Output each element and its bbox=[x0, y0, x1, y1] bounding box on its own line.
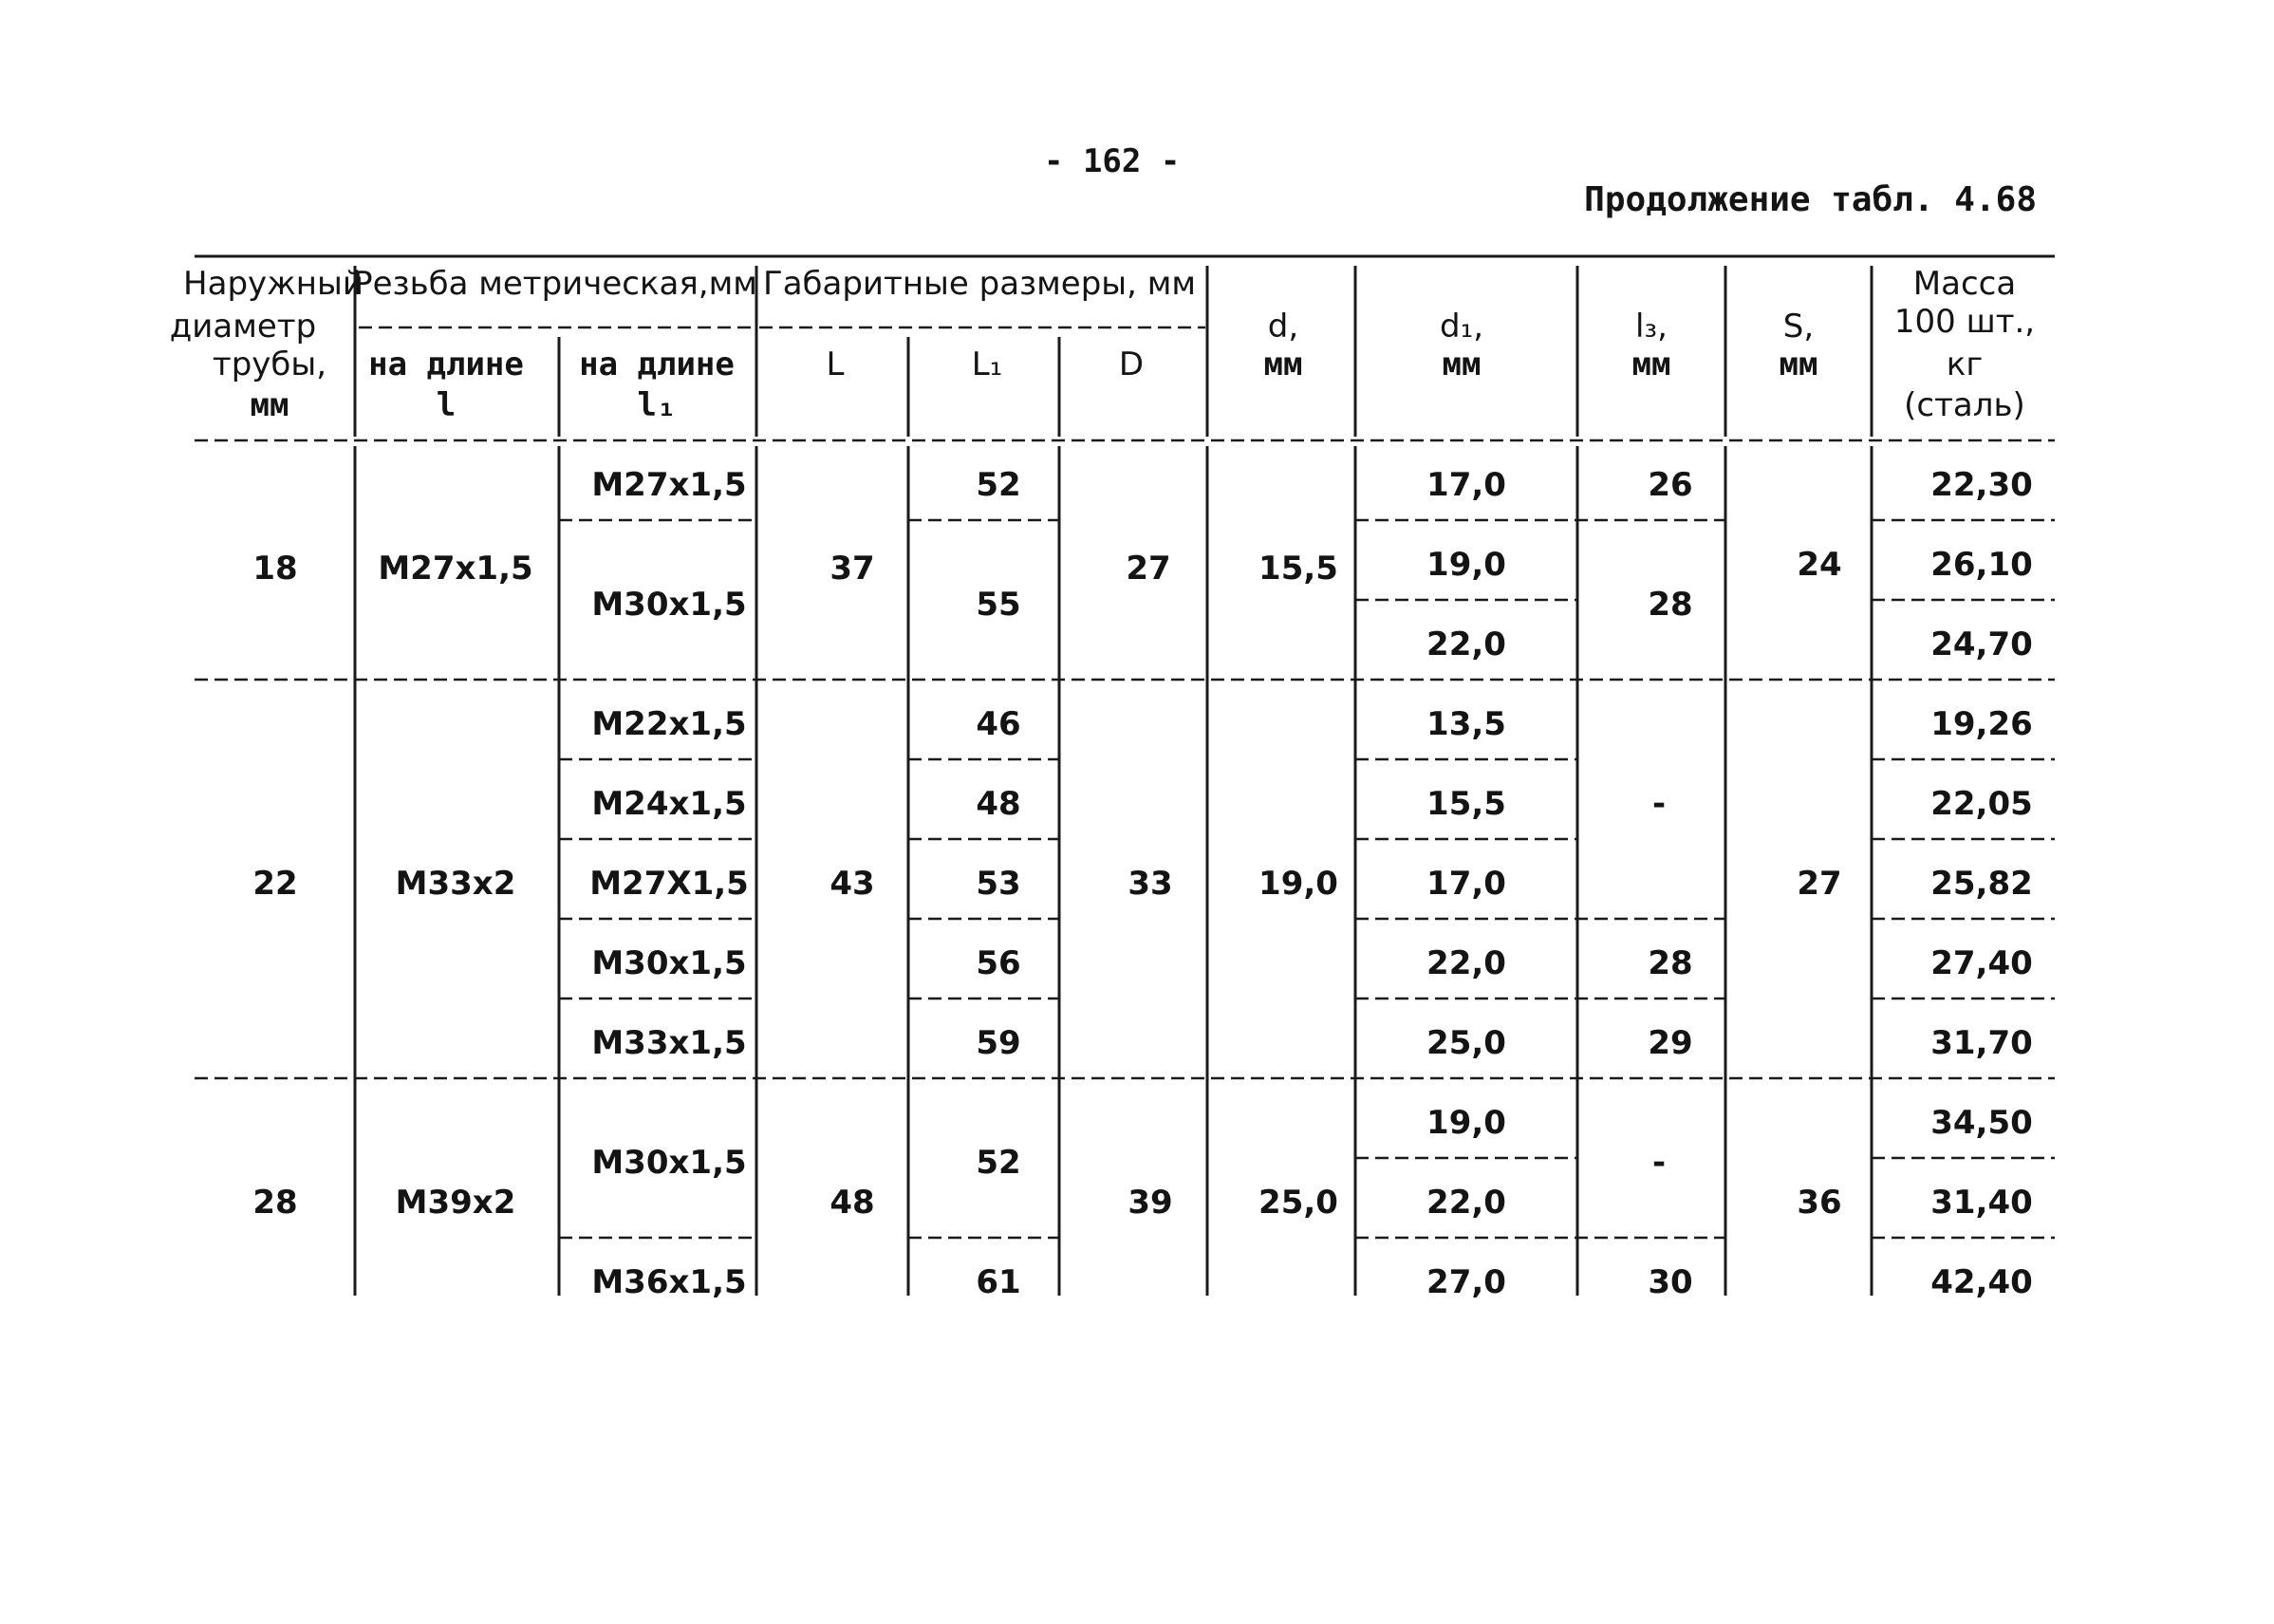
cell-thread-l: М33х2 bbox=[395, 865, 516, 903]
cell-l3: 30 bbox=[1648, 1263, 1693, 1301]
cell-mass: 24,70 bbox=[1930, 625, 2033, 663]
svg-text:диаметр: диаметр bbox=[169, 308, 317, 345]
cell-mass: 42,40 bbox=[1930, 1263, 2033, 1301]
cell-mass: 31,70 bbox=[1930, 1024, 2033, 1062]
cell-mass: 31,40 bbox=[1930, 1184, 2033, 1222]
svg-text:мм: мм bbox=[1779, 345, 1818, 383]
svg-text:мм: мм bbox=[1631, 345, 1671, 383]
cell-thread-l1: М30х1,5 bbox=[591, 586, 747, 624]
cell-thread-l1: М36х1,5 bbox=[591, 1263, 747, 1301]
header-d1 bbox=[1440, 308, 1483, 383]
cell-D: 33 bbox=[1128, 865, 1173, 903]
cell-diameter: 22 bbox=[252, 865, 298, 903]
cell-d1: 19,0 bbox=[1426, 546, 1506, 584]
cell-thread-l: М27х1,5 bbox=[378, 550, 533, 588]
cell-d1: 17,0 bbox=[1426, 865, 1506, 903]
cell-thread-l: М39х2 bbox=[395, 1184, 516, 1222]
cell-l3: 28 bbox=[1648, 944, 1693, 982]
cell-diameter: 28 bbox=[252, 1184, 298, 1222]
body-column-separators bbox=[355, 446, 1872, 1296]
svg-text:мм: мм bbox=[1263, 345, 1303, 383]
cell-d: 19,0 bbox=[1258, 865, 1338, 903]
cell-D: 39 bbox=[1128, 1184, 1173, 1222]
header-L1: L₁ bbox=[971, 345, 1003, 383]
cell-D: 27 bbox=[1126, 550, 1171, 588]
cell-thread-l1: М27х1,5 bbox=[591, 466, 747, 504]
svg-text:мм: мм bbox=[1442, 345, 1482, 383]
cell-L1: 48 bbox=[976, 785, 1021, 823]
table-row-group-18 bbox=[252, 466, 2032, 663]
cell-thread-l1: М24х1,5 bbox=[591, 785, 747, 823]
header-S bbox=[1780, 308, 1818, 383]
cell-L1: 61 bbox=[976, 1263, 1021, 1301]
svg-text:кг: кг bbox=[1946, 345, 1984, 383]
svg-text:d₁,: d₁, bbox=[1439, 308, 1484, 345]
header-D: D bbox=[1118, 345, 1145, 383]
cell-mass: 25,82 bbox=[1930, 865, 2033, 903]
cell-L1: 53 bbox=[976, 865, 1021, 903]
cell-thread-l1: М33х1,5 bbox=[591, 1024, 747, 1062]
cell-thread-l1: М30х1,5 bbox=[591, 944, 747, 982]
cell-d1: 13,5 bbox=[1426, 705, 1506, 743]
cell-l3: - bbox=[1651, 785, 1667, 823]
svg-text:100 шт.,: 100 шт., bbox=[1893, 303, 2036, 341]
cell-S: 24 bbox=[1797, 546, 1842, 584]
cell-L1: 59 bbox=[976, 1024, 1021, 1062]
header-overall-group: Габаритные размеры, мм bbox=[762, 265, 1197, 303]
cell-l3: 28 bbox=[1648, 586, 1693, 624]
svg-text:S,: S, bbox=[1782, 308, 1815, 345]
header-outer-diameter bbox=[170, 265, 363, 424]
cell-l3: 26 bbox=[1648, 466, 1693, 504]
svg-text:(сталь): (сталь) bbox=[1904, 386, 2025, 424]
cell-L1: 46 bbox=[976, 705, 1021, 743]
cell-diameter: 18 bbox=[252, 550, 298, 588]
cell-L1: 52 bbox=[976, 466, 1021, 504]
svg-text:на длине: на длине bbox=[579, 345, 735, 383]
cell-L1: 56 bbox=[976, 944, 1021, 982]
table-continuation-caption: Продолжение табл. 4.68 bbox=[1584, 180, 2037, 219]
cell-d: 25,0 bbox=[1258, 1184, 1338, 1222]
svg-text:d,: d, bbox=[1267, 308, 1299, 345]
svg-text:мм: мм bbox=[250, 386, 289, 424]
svg-text:Масса: Масса bbox=[1912, 265, 2017, 303]
cell-thread-l1: М22х1,5 bbox=[591, 705, 747, 743]
svg-text:трубы,: трубы, bbox=[212, 345, 327, 383]
svg-text:l₁: l₁ bbox=[637, 386, 677, 424]
cell-l3: 29 bbox=[1648, 1024, 1693, 1062]
cell-mass: 22,05 bbox=[1930, 785, 2033, 823]
cell-L: 37 bbox=[829, 550, 875, 588]
cell-l3: - bbox=[1651, 1144, 1667, 1182]
cell-L1: 52 bbox=[976, 1144, 1021, 1182]
cell-mass: 34,50 bbox=[1930, 1104, 2033, 1142]
svg-text:на длине: на длине bbox=[368, 345, 524, 383]
cell-mass: 26,10 bbox=[1930, 546, 2033, 584]
cell-L: 43 bbox=[829, 865, 875, 903]
header-L: L bbox=[826, 345, 845, 383]
cell-mass: 22,30 bbox=[1930, 466, 2033, 504]
header-thread-l bbox=[368, 345, 524, 424]
cell-d1: 22,0 bbox=[1426, 1184, 1506, 1222]
cell-thread-l1: М30х1,5 bbox=[591, 1144, 747, 1182]
svg-text:Наружный: Наружный bbox=[183, 265, 363, 303]
cell-d1: 17,0 bbox=[1426, 466, 1506, 504]
cell-d1: 25,0 bbox=[1426, 1024, 1506, 1062]
cell-d1: 27,0 bbox=[1426, 1263, 1506, 1301]
cell-L1: 55 bbox=[976, 586, 1021, 624]
cell-thread-l1: М27Х1,5 bbox=[589, 865, 749, 903]
cell-S: 27 bbox=[1797, 865, 1842, 903]
header-d bbox=[1264, 308, 1303, 383]
cell-d1: 22,0 bbox=[1426, 625, 1506, 663]
header-thread-group: Резьба метрическая,мм bbox=[353, 265, 757, 303]
header-l3 bbox=[1632, 308, 1671, 383]
cell-mass: 27,40 bbox=[1930, 944, 2033, 982]
svg-text:l: l bbox=[436, 386, 457, 424]
cell-d1: 19,0 bbox=[1426, 1104, 1506, 1142]
table-row-group-28 bbox=[252, 1104, 2032, 1301]
cell-L: 48 bbox=[829, 1184, 875, 1222]
cell-d1: 22,0 bbox=[1426, 944, 1506, 982]
cell-mass: 19,26 bbox=[1930, 705, 2033, 743]
header-thread-l1 bbox=[579, 345, 735, 424]
cell-S: 36 bbox=[1797, 1184, 1842, 1222]
svg-text:l₃,: l₃, bbox=[1635, 308, 1668, 345]
table-row-group-22 bbox=[252, 705, 2032, 1062]
cell-d: 15,5 bbox=[1258, 550, 1338, 588]
page-number: - 162 - bbox=[1044, 142, 1181, 180]
header-mass bbox=[1894, 265, 2035, 424]
cell-d1: 15,5 bbox=[1426, 785, 1506, 823]
